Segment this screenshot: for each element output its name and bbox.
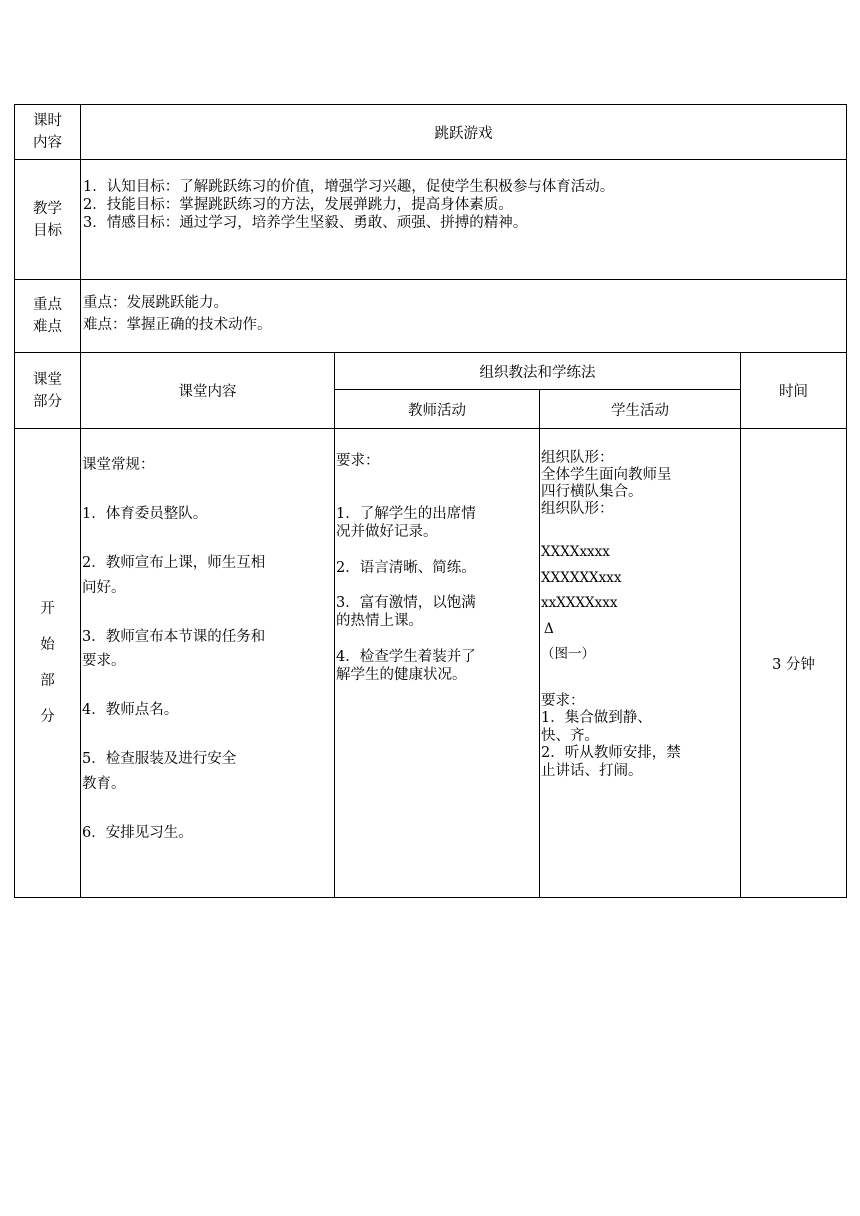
start-section-row	[15, 429, 847, 898]
student-activity	[540, 429, 741, 898]
teacher-activity: 要求： 1．了解学生的出席情 况并做好记录。 2．语言清晰、简练。 3．富有激情，以饱满 的热情上课。 4．检查学生着装并了 解学生的健康状况。	[335, 429, 540, 898]
header-row-1	[15, 353, 847, 390]
formation-diagram	[541, 540, 739, 668]
teacher-marker: Δ	[544, 620, 554, 637]
teacher-activity-header: 教师活动	[335, 390, 540, 429]
formation-row: xxXXXXxxx	[541, 595, 618, 611]
key-points-label: 重点 难点	[15, 280, 81, 353]
objectives-label: 教学 目标	[15, 160, 81, 280]
formation-row: XXXXxxxx	[541, 544, 610, 560]
objective-item: 3．情感目标：通过学习，培养学生坚毅、勇敢、顽强、拼搏的精神。	[83, 215, 528, 231]
time-header: 时间	[741, 353, 847, 429]
lesson-plan-table	[14, 104, 847, 898]
student-requirements: 要求： 1．集合做到静、 快、齐。 2．听从教师安排，禁 止讲话、打闹。	[541, 692, 681, 779]
course-title: 跳跃游戏	[81, 105, 847, 160]
objectives-row	[15, 160, 847, 280]
key-points-content	[81, 280, 847, 353]
difficulty-text: 难点：掌握正确的技术动作。	[83, 317, 272, 333]
course-row	[15, 105, 847, 160]
focus-text: 重点：发展跳跃能力。	[83, 295, 228, 311]
objectives-list	[81, 160, 847, 280]
start-section-label: 开 始 部 分	[15, 429, 81, 898]
student-activity-header: 学生活动	[540, 390, 741, 429]
formation-row: XXXXXXxxx	[541, 569, 622, 586]
start-section-content: 课堂常规： 1．体育委员整队。 2．教师宣布上课，师生互相 问好。 3．教师宣布本节课的任务和 要求。 4．教师点名。 5．检查服装及进行安全 教育。 6．安排见习生。	[81, 429, 335, 898]
part-header: 课堂 部分	[15, 353, 81, 429]
methods-header: 组织教法和学练法	[335, 353, 741, 390]
course-label: 课时 内容	[15, 105, 81, 160]
key-points-row	[15, 280, 847, 353]
objective-item: 2．技能目标：掌握跳跃练习的方法，发展弹跳力，提高身体素质。	[83, 197, 513, 213]
organization-text: 组织队形： 全体学生面向教师呈 四行横队集合。 组织队形：	[541, 450, 672, 517]
start-section-time: 3 分钟	[741, 429, 847, 898]
objective-item: 1．认知目标：了解跳跃练习的价值，增强学习兴趣，促使学生积极参与体育活动。	[83, 179, 615, 195]
content-header: 课堂内容	[81, 353, 335, 429]
figure-caption: （图一）	[541, 646, 595, 662]
